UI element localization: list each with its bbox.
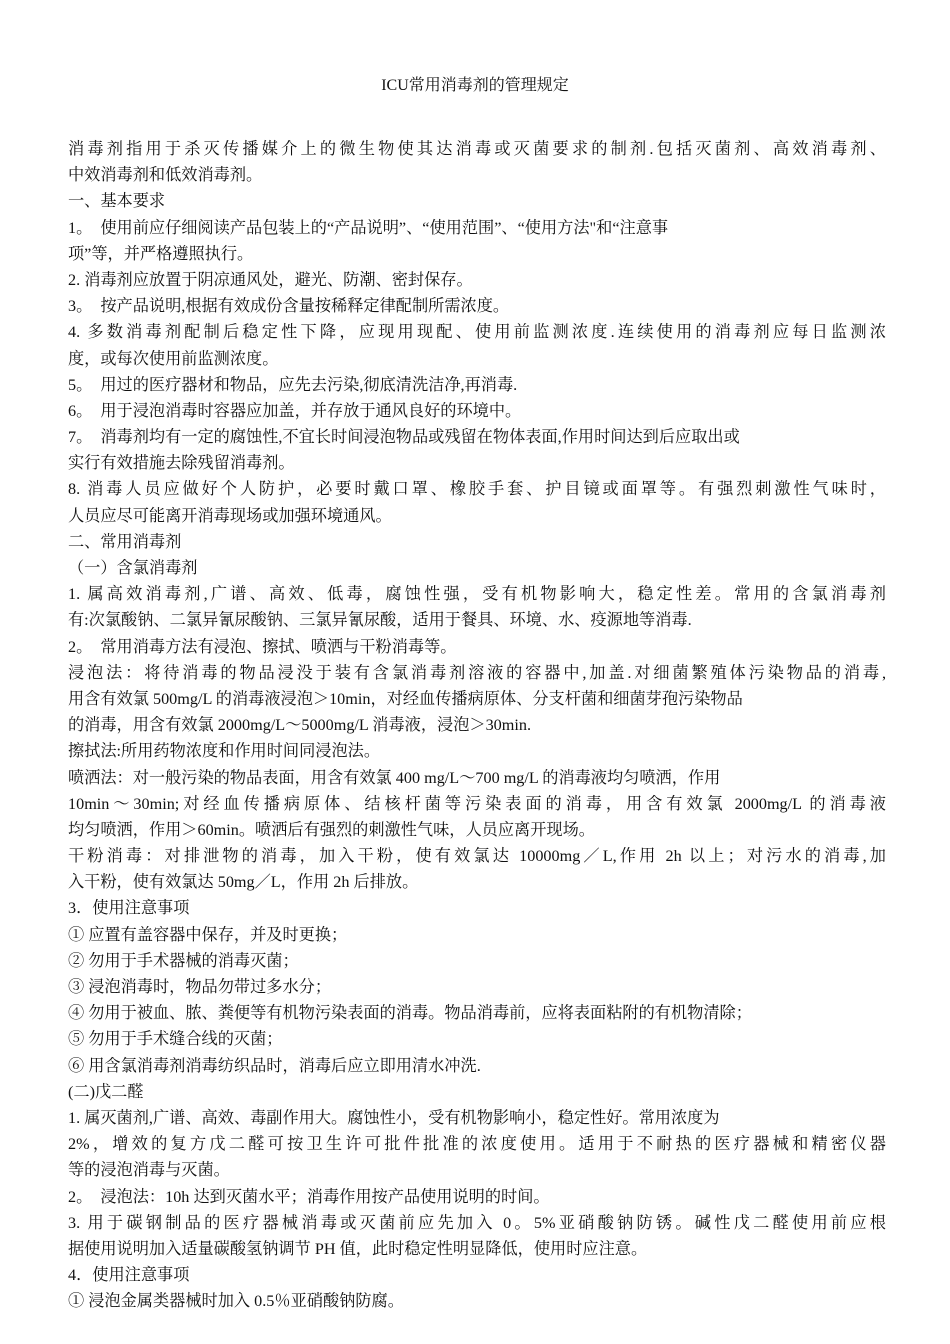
text-line: 入干粉，使有效氯达 50mg／L，作用 2h 后排放。	[68, 873, 419, 892]
text-line: 均匀喷洒，作用＞60min。喷洒后有强烈的刺激性气味，人员应离开现场。	[68, 820, 595, 839]
document-title: ICU常用消毒剂的管理规定	[381, 77, 569, 94]
text-line: ② 勿用于手术器械的消毒灭菌；	[68, 951, 299, 970]
text-line: 3。 按产品说明,根据有效成份含量按稀释定律配制所需浓度。	[68, 297, 510, 316]
text-line: 的消毒，用含有效氯 2000mg/L～5000mg/L 消毒液，浸泡＞30min.	[68, 716, 531, 735]
text-line: 浸泡法：将待消毒的物品浸没于装有含氯消毒剂溶液的容器中,加盖.对细菌繁殖体污染物品的消毒,	[68, 663, 886, 682]
text-line: 1。 使用前应仔细阅读产品包装上的“产品说明”、“使用范围”、“使用方法"和“注意事	[68, 218, 669, 237]
text-line: 8. 消毒人员应做好个人防护，必要时戴口罩、橡胶手套、护目镜或面罩等。有强烈刺激性气味时，	[68, 480, 886, 499]
text-line: 据使用说明加入适量碳酸氢钠调节 PH 值，此时稳定性明显降低，使用时应注意。	[68, 1239, 648, 1258]
text-line: 2. 消毒剂应放置于阴凉通风处，避光、防潮、密封保存。	[68, 270, 473, 289]
text-line: 消毒剂指用于杀灭传播媒介上的微生物使其达消毒或灭菌要求的制剂.包括灭菌剂、高效消毒剂、	[68, 140, 886, 158]
text-line: 二、常用消毒剂	[68, 532, 182, 551]
text-line: 一、基本要求	[68, 192, 166, 211]
text-line: 3. 用于碳钢制品的医疗器械消毒或灭菌前应先加入 0。5%亚硝酸钠防锈。碱性戊二醛使用前应根	[68, 1213, 886, 1232]
text-line: 项”等，并严格遵照执行。	[68, 244, 254, 263]
text-line: 度，或每次使用前监测浓度。	[68, 349, 279, 368]
text-line: 等的浸泡消毒与灭菌。	[68, 1161, 230, 1180]
text-line: 中效消毒剂和低效消毒剂。	[68, 166, 263, 185]
text-line: ③ 浸泡消毒时，物品勿带过多水分；	[68, 978, 332, 996]
text-line: 10min～30min;对经血传播病原体、结核杆菌等污染表面的消毒，用含有效氯 2000mg/L 的消毒液	[68, 794, 886, 813]
text-line: 2%，增效的复方戊二醛可按卫生许可批件批准的浓度使用。适用于不耐热的医疗器械和精密仪器	[68, 1135, 886, 1154]
text-line: ① 浸泡金属类器械时加入 0.5％亚硝酸钠防腐。	[68, 1292, 404, 1311]
text-line: 1. 属高效消毒剂,广谱、高效、低毒，腐蚀性强，受有机物影响大，稳定性差。常用的含氯消毒剂	[68, 585, 886, 604]
text-line: 5。 用过的医疗器材和物品，应先去污染,彻底清洗洁净,再消毒.	[68, 375, 518, 394]
text-line: 2。 浸泡法：10h 达到灭菌水平；消毒作用按产品使用说明的时间。	[68, 1187, 550, 1206]
text-line: 实行有效措施去除残留消毒剂。	[68, 454, 295, 473]
text-line: 干粉消毒：对排泄物的消毒，加入干粉，使有效氯达 10000mg／L,作用 2h 以上；对污水的消毒,加	[68, 847, 886, 866]
text-line: ④ 勿用于被血、脓、粪便等有机物污染表面的消毒。物品消毒前，应将表面粘附的有机物清除；	[68, 1004, 752, 1023]
document-body	[68, 136, 886, 1314]
text-line: 6。 用于浸泡消毒时容器应加盖，并存放于通风良好的环境中。	[68, 401, 522, 420]
text-line: 人员应尽可能离开消毒现场或加强环境通风。	[68, 506, 392, 525]
text-line: 4．使用注意事项	[68, 1266, 190, 1285]
text-line: 4. 多数消毒剂配制后稳定性下降，应现用现配、使用前监测浓度.连续使用的消毒剂应每日监测浓	[68, 323, 886, 342]
text-line: 7。 消毒剂均有一定的腐蚀性,不宜长时间浸泡物品或残留在物体表面,作用时间达到后应取出或	[68, 428, 740, 447]
text-line: 1. 属灭菌剂,广谱、高效、毒副作用大。腐蚀性小，受有机物影响小，稳定性好。常用浓度为	[68, 1108, 720, 1127]
text-line: 有:次氯酸钠、二氯异氰尿酸钠、三氯异氰尿酸，适用于餐具、环境、水、疫源地等消毒.	[68, 611, 692, 630]
text-line: 2。 常用消毒方法有浸泡、擦拭、喷洒与干粉消毒等。	[68, 637, 457, 656]
text-line: 3．使用注意事项	[68, 899, 190, 918]
text-line: ① 应置有盖容器中保存，并及时更换；	[68, 925, 348, 944]
text-line: ⑥ 用含氯消毒剂消毒纺织品时，消毒后应立即用清水冲洗.	[68, 1056, 481, 1075]
text-line: （一）含氯消毒剂	[68, 559, 198, 577]
text-line: 用含有效氯 500mg/L 的消毒液浸泡＞10min，对经血传播病原体、分支杆菌和细菌芽孢污染物品	[68, 689, 743, 708]
text-line: (二)戊二醛	[68, 1082, 144, 1101]
text-line: ⑤ 勿用于手术缝合线的灭菌；	[68, 1030, 283, 1049]
text-line: 喷洒法：对一般污染的物品表面，用含有效氯 400 mg/L～700 mg/L 的消毒液均匀喷洒，作用	[68, 768, 721, 787]
text-line: 擦拭法:所用药物浓度和作用时间同浸泡法。	[68, 742, 381, 761]
